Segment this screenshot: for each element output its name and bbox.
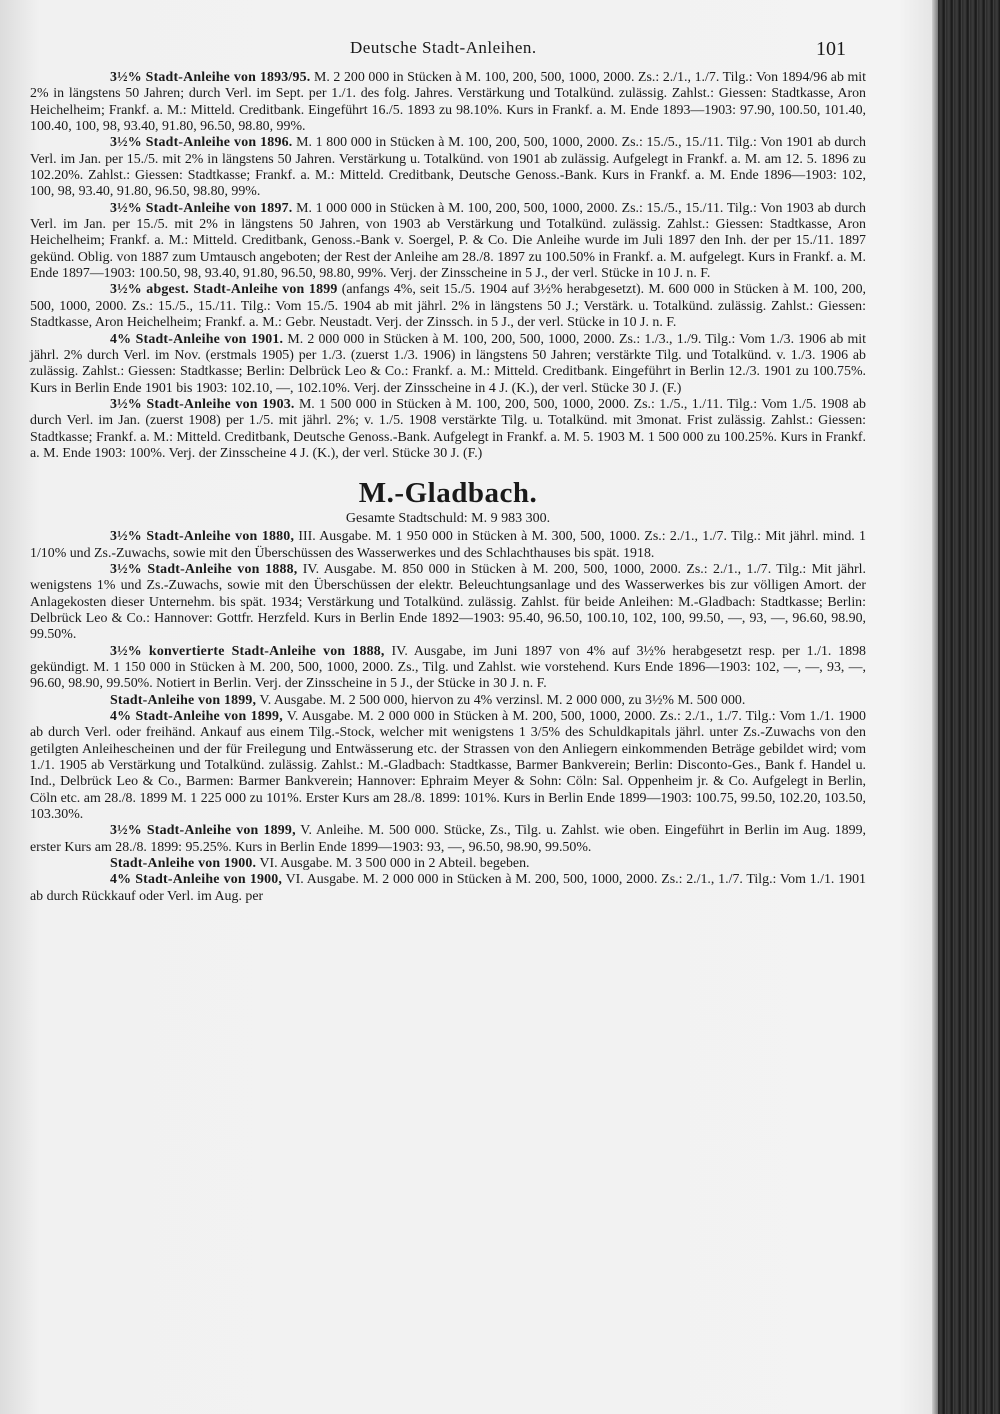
loan-heading: 3½% Stadt-Anleihe von 1897. <box>110 200 293 216</box>
loan-entry <box>30 823 866 856</box>
loan-text: M. 1 000 000 in Stücken à M. 100, 200, 500, 1000, 2000. Zs.: 15./5., 15./11. Tilg.: Von 1903 ab durch Verl. im Jan. per 15./5. mit 2% in längstens 50 Jahren, von 1903 ab Verstärkung und Totalkünd. zulässig. Zahlst.: Giessen: Stadtkasse, Aron Heichelheim; Frankf. a. M.: Mitteld. Creditbank, Genoss.-Bank v. Soergel, P. & Co. Die Anleihe wurde im Juli 1897 den Inh. der per 15./11. 1897 gekünd. Oblig. von 1887 zum Umtausch angeboten; der Rest der Anleihe am 28./8. 1897 zu 100.50% in Frankf. a. M. aufgelegt. Kurs in Frankf. a. M. Ende 1897—1903: 100.50, 98, 93.40, 91.80, 96.50, 98.80, 99%. Verj. der Zinsscheine in 5 J., der verl. Stücke in 10 J. n. F. <box>30 200 867 282</box>
loan-text: V. Anleihe. M. 500 000. Stücke, Zs., Tilg. u. Zahlst. wie oben. Eingeführt in Berlin im Aug. 1899, erster Kurs am 28./8. 1899: 95.25%. Kurs in Berlin Ende 1899—1903: 93, —, 96.50, 98.90, 99.50%. <box>30 823 866 855</box>
loan-text: M. 2 200 000 in Stücken à M. 100, 200, 500, 1000, 2000. Zs.: 2./1., 1./7. Tilg.: Von 1894/96 ab mit 2% in längstens 50 Jahren; durch Verl. im Sept. per 1./1. des folg. Jahres. Verstärkung und Totalkünd. zulässig. Zahlst.: Giessen: Stadtkasse, Aron Heichelheim; Frankf. a. M.: Mitteld. Creditbank. Eingeführt 16./5. 1893 zu 98.10%. Kurs in Frankf. a. M. Ende 1893—1903: 97.90, 100.50, 101.40, 100.40, 100, 98, 93.40, 91.80, 96.50, 98.80, 99%. <box>30 70 866 135</box>
gladbach-entries <box>30 529 866 905</box>
loan-entry <box>30 872 866 905</box>
loan-text: III. Ausgabe. M. 1 950 000 in Stücken à M. 300, 500, 1000. Zs.: 2./1., 1./7. Tilg.: Mit jährl. mind. 1 1/10% und Zs.-Zuwachs, sowie mit den Überschüssen des Wasserwerkes und des Schlachthauses bis spät. 1918. <box>30 529 866 561</box>
loan-text: IV. Ausgabe. M. 850 000 in Stücken à M. 200, 500, 1000, 2000. Zs.: 2./1., 1./7. Tilg.: Mit jährl. wenigstens 1% und Zs.-Zuwachs, sowie mit den Überschüssen der elektr. Beleuchtungsanlage und des Wasserwerkes bis zur völligen Amort. der Anlagekosten dieser Unternehm. bis spät. 1934; Verstärkung und Totalkünd. zulässig. Zahlst. für beide Anleihen: M.-Gladbach: Stadtkasse; Berlin: Delbrück Leo & Co.: Hannover: Gottfr. Herzfeld. Kurs in Berlin Ende 1892—1903: 95.40, 96.50, 100.10, 102, 100, 99.50, —, 93, —, 96.60, 98.90, 99.50%. <box>30 561 867 643</box>
loan-text: V. Ausgabe. M. 2 000 000 in Stücken à M. 200, 500, 1000, 2000. Zs.: 2./1., 1./7. Tilg.: Vom 1./1. 1900 ab durch Verl. oder freihänd. Ankauf aus einem Tilg.-Stock, welcher mit wenigstens 1 3/5% des Schuldkapitals jährl. unter Zs.-Zuwachs von den getilgten Anleihescheinen und der für Freilegung und Entwässerung etc. der Strassen von den Anliegern einkommenden Beträge gebildet wird; vom 1./1. 1905 ab Verstärkung und Totalkünd. zulässig. Zahlst.: M.-Gladbach: Stadtkasse, Barmer Bankverein; Berlin: Disconto-Ges., Bank f. Handel u. Ind., Delbrück Leo & Co., Barmen: Barmer Bankverein; Hannover: Ephraim Meyer & Sohn: Cöln: Sal. Oppenheim jr. & Co. Aufgelegt in Berlin, Cöln etc. am 28./8. 1899 M. 1 225 000 zu 101%. Erster Kurs am 28./8. 1899: 101%. Kurs in Berlin Ende 1899—1903: 100.75, 99.50, 102.20, 103.50, 103.30%. <box>30 709 866 823</box>
loan-entry <box>30 332 866 397</box>
section-title: M.-Gladbach. <box>358 477 538 510</box>
loan-entry <box>30 282 866 331</box>
page-content <box>30 70 866 905</box>
loan-text: V. Ausgabe. M. 2 500 000, hiervon zu 4% verzinsl. M. 2 000 000, zu 3½% M. 500 000. <box>256 692 746 708</box>
loan-text: M. 2 000 000 in Stücken à M. 100, 200, 500, 1000, 2000. Zs.: 1./3., 1./9. Tilg.: Vom 1./3. 1906 ab mit jährl. 2% durch Verl. im Nov. (erstmals 1905) per 1./3. (zuerst 1./3. 1906) in längstens 50 Jahren; verstärkte Tilg. und Totalkünd. v. 1./3. 1906 ab zulässig. Zahlst.: Giessen: Stadtkasse; Berlin: Delbrück Leo & Co.: Frankf. a. M.: Mitteld. Creditbank. Eingeführt in Berlin 12./3. 1901 zu 100.75%. Kurs in Berlin Ende 1901 bis 1903: 102.10, —, 102.10%. Verj. der Zinsscheine in 4 J. (K.), der verl. Stücke 30 J. (F.) <box>30 331 866 396</box>
loan-entry <box>30 529 866 562</box>
loan-heading: 3½% Stadt-Anleihe von 1899, <box>110 823 296 839</box>
loan-entry <box>30 856 866 872</box>
book-binding <box>938 0 1000 1414</box>
giessen-entries <box>30 70 866 462</box>
loan-text: IV. Ausgabe, im Juni 1897 von 4% auf 3½% herabgesetzt resp. per 1./1. 1898 gekündigt. M. 1 150 000 in Stücken à M. 200, 500, 1000, 2000. Zs., Tilg. und Zahlst. wie vorstehend. Kurs Ende 1896—1903: 102, —, —, 93, —, 96.60, 98.90, 99.50%. Notiert in Berlin. Verj. der Zinsscheine in 5 J., der Stücke in 30 J. n. F. <box>30 643 866 692</box>
loan-text: M. 1 800 000 in Stücken à M. 100, 200, 500, 1000, 2000. Zs.: 15./5., 15./11. Tilg.: Von 1901 ab durch Verl. im Jan. per 15./5. mit 2% in längstens 50 Jahren. Verstärkung u. Totalkünd. von 1901 ab zulässig. Aufgelegt in Frankf. a. M. am 12. 5. 1896 zu 102.20%. Zahlst.: Giessen: Stadtkasse; Frankf. a. M.: Mitteld. Creditbank, Deutsche Genoss.-Bank. Kurs in Frankf. a. M. Ende 1896—1903: 102, 100, 98, 93.40, 91.80, 96.50, 98.80, 99%. <box>30 135 867 200</box>
loan-entry <box>30 135 866 200</box>
running-title: Deutsche Stadt-Anleihen. <box>350 38 537 57</box>
loan-text: (anfangs 4%, seit 15./5. 1904 auf 3½% herabgesetzt). M. 600 000 in Stücken à M. 100, 200, 500, 1000, 2000. Zs.: 15./5., 15./11. Tilg.: Vom 15./5. 1904 ab mit jährl. 2% in längstens 50 J.; Verstärk. u. Totalkünd. zulässig. Zahlst.: Giessen: Stadtkasse, Aron Heichelheim; Frankf. a. M.: Gebr. Neustadt. Verj. der Zinssch. in 5 J., der verl. Stücke in 10 J. n. F. <box>30 282 866 331</box>
loan-heading: Stadt-Anleihe von 1899, <box>110 692 257 708</box>
loan-text: VI. Ausgabe. M. 3 500 000 in 2 Abteil. begeben. <box>256 856 530 872</box>
loan-heading: 3½% abgest. Stadt-Anleihe von 1899 <box>110 282 338 298</box>
loan-heading: 3½% Stadt-Anleihe von 1893/95. <box>110 70 311 85</box>
loan-heading: 3½% Stadt-Anleihe von 1888, <box>110 561 298 577</box>
loan-heading: 4% Stadt-Anleihe von 1899, <box>110 709 283 725</box>
section-subtitle: Gesamte Stadtschuld: M. 9 983 300. <box>345 511 551 527</box>
loan-heading: 3½% Stadt-Anleihe von 1896. <box>110 135 293 151</box>
loan-heading: 4% Stadt-Anleihe von 1901. <box>110 331 284 347</box>
loan-heading: Stadt-Anleihe von 1900. <box>110 856 257 872</box>
page-number: 101 <box>816 38 846 60</box>
loan-text: M. 1 500 000 in Stücken à M. 100, 200, 500, 1000, 2000. Zs.: 1./5., 1./11. Tilg.: Vom 1./5. 1908 ab durch Verl. im Jan. (zuerst 1908) per 1./5. mit jährl. 2%; v. 1./5. 1908 verstärkte Tilg. u. Totalkünd. mit 3monat. Frist zulässig. Zahlst.: Giessen: Stadtkasse; Frankf. a. M.: Mitteld. Creditbank, Deutsche Genoss.-Bank. Aufgelegt in Frankf. a. M. 5. 1903 M. 1 500 000 zu 100.25%. Kurs in Frankf. a. M. Ende 1903: 100%. Verj. der Zinsscheine 4 J. (K.), der verl. Stücke 30 J. (F.) <box>30 396 866 461</box>
loan-text: VI. Ausgabe. M. 2 000 000 in Stücken à M. 200, 500, 1000, 2000. Zs.: 2./1., 1./7. Tilg.: Vom 1./1. 1901 ab durch Rückkauf oder Verl. im Aug. per <box>30 872 866 904</box>
loan-heading: 3½% konvertierte Stadt-Anleihe von 1888, <box>110 643 385 659</box>
loan-heading: 4% Stadt-Anleihe von 1900, <box>110 872 283 888</box>
loan-entry <box>30 201 866 283</box>
loan-entry <box>30 644 866 693</box>
loan-heading: 3½% Stadt-Anleihe von 1903. <box>110 396 295 412</box>
loan-entry <box>30 562 866 644</box>
loan-entry <box>30 397 866 462</box>
loan-entry <box>30 709 866 823</box>
loan-heading: 3½% Stadt-Anleihe von 1880, <box>110 529 295 545</box>
loan-entry <box>30 693 866 709</box>
loan-entry <box>30 70 866 135</box>
page-header <box>0 38 938 66</box>
